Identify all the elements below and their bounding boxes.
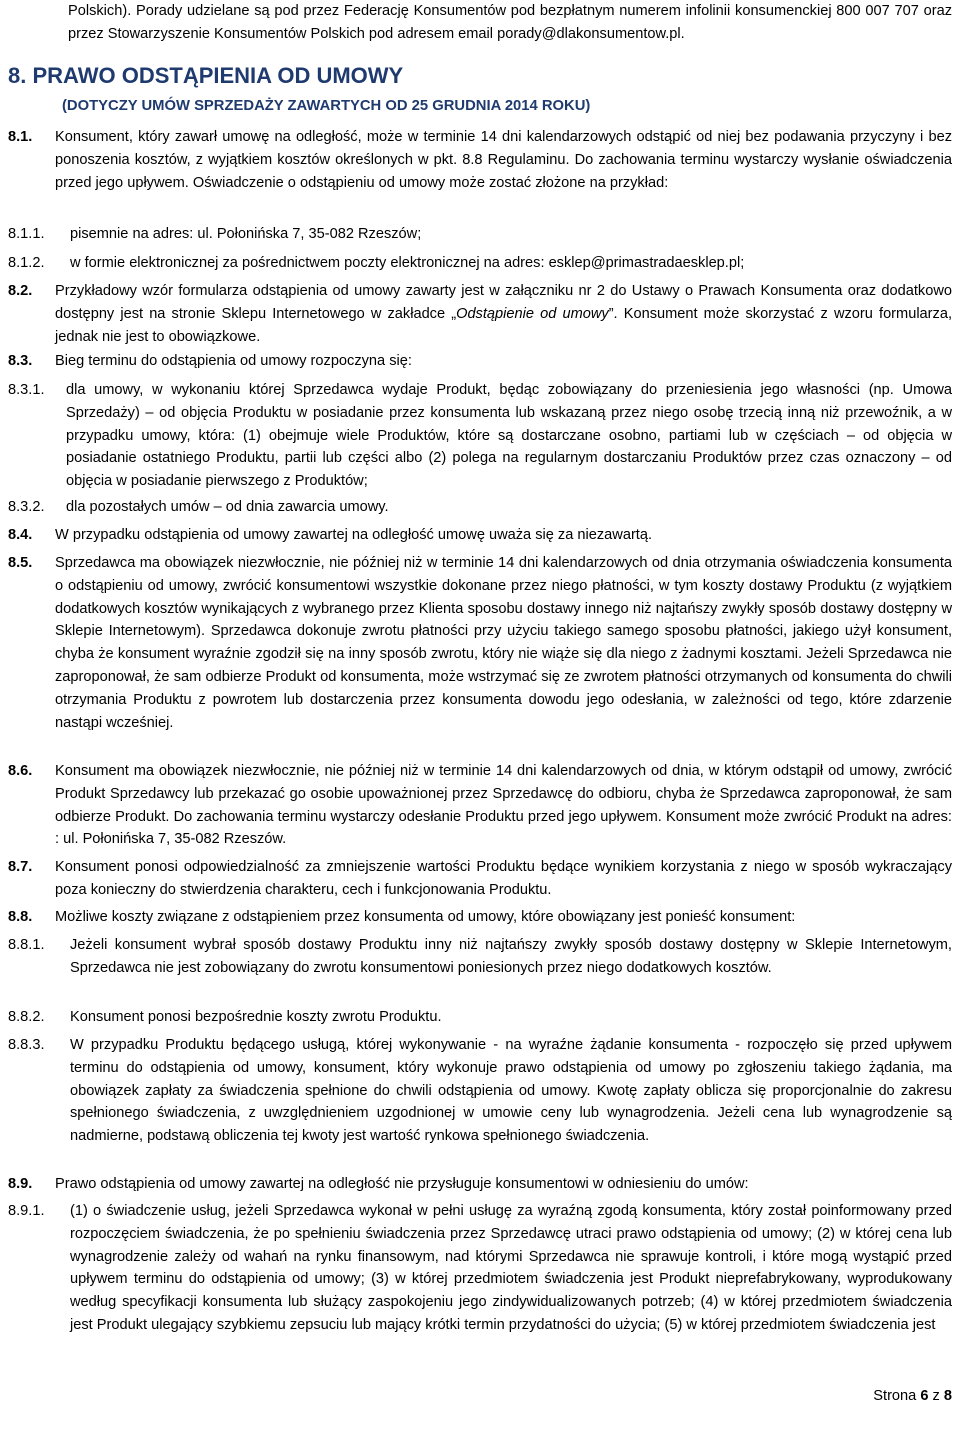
paragraph-8-5 — [8, 552, 952, 734]
paragraph-text: Możliwe koszty związane z odstąpieniem przez konsumenta od umowy, które obowiązany jest ponieść konsument: — [55, 909, 796, 925]
paragraph-8-9-1 — [8, 1200, 952, 1337]
paragraph-8-6 — [8, 760, 952, 851]
paragraph-number: 8.3.2. — [8, 499, 45, 515]
paragraph-8-1 — [8, 126, 952, 194]
paragraph-text: w formie elektronicznej za pośrednictwem poczty elektronicznej na adres: esklep@primastradaesklep.pl; — [70, 255, 745, 271]
paragraph-text: Sprzedawca ma obowiązek niezwłocznie, nie później niż w terminie 14 dni kalendarzowych od dnia otrzymania oświadczenia konsumenta o odstąpieniu od umowy, zwrócić konsumentowi wszystkie dokonane przez niego płatności, w tym koszty dostawy Produktu (z wyjątkiem dodatkowych kosztów wynikających z wybranego przez Klienta sposobu dostawy innego niż najtańszy zwykły sposób dostawy dostępny w Sklepie Internetowym). Sprzedawca dokonuje zwrotu płatności przy użyciu takiego samego sposobu płatności, jakiego użył konsument, chyba że konsument wyraźnie zgodził się na inny sposób zwrotu, który nie wiąże się dla niego z żadnymi kosztami. Jeżeli Sprzedawca nie zaproponował, że sam odbierze Produkt od konsumenta, może wstrzymać się ze zwrotem płatności otrzymanych od konsumenta do chwili otrzymania Produktu z powrotem lub dostarczenia przez konsumenta dowodu jego odesłania, w zależności od tego, które zdarzenie nastąpi wcześniej. — [55, 555, 952, 731]
page-footer — [873, 1385, 952, 1408]
paragraph-text: Konsument, który zawarł umowę na odległość, może w terminie 14 dni kalendarzowych odstąpić od niej bez podawania przyczyny i bez ponoszenia kosztów, z wyjątkiem kosztów określonych w pkt. 8.8 Regulaminu. Do zachowania terminu wystarczy wysłanie oświadczenia przed jego upływem. Oświadczenie o odstąpieniu od umowy może zostać złożone na przykład: — [55, 129, 952, 191]
section-title: PRAWO ODSTĄPIENIA OD UMOWY — [32, 63, 404, 88]
paragraph-8-3 — [8, 350, 952, 373]
paragraph-number: 8.3. — [8, 353, 33, 369]
paragraph-text: Konsument ma obowiązek niezwłocznie, nie później niż w terminie 14 dni kalendarzowych od dnia, w którym odstąpił od umowy, zwrócić Produkt Sprzedawcy lub przekazać go osobie upoważnionej przez Sprzedawcę do odbioru, chyba że Sprzedawca zaproponował, że sam odbierze Produkt. Do zachowania terminu wystarczy odesłanie Produktu przed jego upływem. Konsument może zwrócić Produkt na adres: : ul. Połonińska 7, 35-082 Rzeszów. — [55, 763, 952, 848]
paragraph-text: Prawo odstąpienia od umowy zawartej na odległość nie przysługuje konsumentowi w odniesieniu do umów: — [55, 1176, 749, 1192]
paragraph-number: 8.1. — [8, 129, 33, 145]
paragraph-number: 8.6. — [8, 763, 33, 779]
paragraph-text: Jeżeli konsument wybrał sposób dostawy Produktu inny niż najtańszy zwykły sposób dostawy dostępny w Sklepie Internetowym, Sprzedawca nie jest zobowiązany do zwrotu konsumentowi poniesionych przez niego dodatkowych kosztów. — [70, 937, 952, 976]
footer-middle: z — [928, 1388, 944, 1404]
paragraph-number: 8.8.2. — [8, 1009, 45, 1025]
paragraph-8-9 — [8, 1173, 952, 1196]
paragraph-number: 8.8.3. — [8, 1037, 45, 1053]
paragraph-text: Konsument ponosi bezpośrednie koszty zwrotu Produktu. — [70, 1009, 442, 1025]
paragraph-8-7 — [8, 856, 952, 902]
paragraph-text: W przypadku Produktu będącego usługą, której wykonywanie - na wyraźne żądanie konsumenta - rozpoczęło się przed upływem terminu do odstąpienia od umowy, konsument, który wykonuje prawo odstąpienia od umowy po zgłoszeniu takiego żądania, ma obowiązek zapłaty za świadczenia spełnione do chwili odstąpienia od umowy. Kwotę zapłaty oblicza się proporcjonalnie do zakresu spełnionego świadczenia, z uwzględnieniem uzgodnionej w umowie ceny lub wynagrodzenia. Jeżeli cena lub wynagrodzenie są nadmierne, podstawą obliczenia tej kwoty jest wartość rynkowa spełnionego świadczenia. — [70, 1037, 952, 1145]
paragraph-number: 8.4. — [8, 527, 33, 543]
paragraph-number: 8.8. — [8, 909, 33, 925]
paragraph-8-4 — [8, 524, 952, 547]
paragraph-8-3-1 — [8, 379, 952, 493]
paragraph-8-8-2 — [8, 1006, 952, 1029]
paragraph-text: (1) o świadczenie usług, jeżeli Sprzedawca wykonał w pełni usługę za wyraźną zgodą konsumenta, który został poinformowany przed rozpoczęciem świadczenia, że po spełnieniu świadczenia przez Sprzedawcę utraci prawo odstąpienia od umowy; (2) w której cena lub wynagrodzenie zależy od wahań na rynku finansowym, nad którymi Sprzedawca nie sprawuje kontroli, i które mogą wystąpić przed upływem terminu do odstąpienia od umowy; (3) w której przedmiotem świadczenia jest Produkt nieprefabrykowany, wyprodukowany według specyfikacji konsumenta lub służący zaspokojeniu jego zindywidualizowanych potrzeb; (4) w której przedmiotem świadczenia jest Produkt ulegający szybkiemu zepsuciu lub mający krótki termin przydatności do użycia; (5) w której przedmiotem świadczenia jest — [70, 1203, 952, 1333]
section-heading — [8, 62, 403, 90]
paragraph-8-1-1 — [8, 223, 952, 246]
paragraph-number: 8.9. — [8, 1176, 33, 1192]
section-subtitle: (DOTYCZY UMÓW SPRZEDAŻY ZAWARTYCH OD 25 GRUDNIA 2014 ROKU) — [62, 98, 591, 114]
paragraph-8-8-3 — [8, 1034, 952, 1148]
paragraph-8-2 — [8, 280, 952, 348]
paragraph-text-emphasis: Odstąpienie od umowy — [456, 305, 609, 322]
paragraph-number: 8.1.1. — [8, 226, 45, 242]
paragraph-text: dla umowy, w wykonaniu której Sprzedawca wydaje Produkt, będąc zobowiązany do przeniesienia jego własności (np. Umowa Sprzedaży) – od objęcia Produktu w posiadanie przez konsumenta lub wskazaną przez niego osobę trzecią inną niż przewoźnik, a w przypadku umowy, która: (1) obejmuje wiele Produktów, które są dostarczane osobno, partiami lub w częściach – od objęcia w posiadanie ostatniego Produktu, partii lub części albo (2) polega na regularnym dostarczaniu Produktów przez czas oznaczony – od objęcia w posiadanie pierwszego z Produktów; — [66, 382, 952, 490]
paragraph-8-1-2 — [8, 252, 952, 275]
paragraph-text: pisemnie na adres: ul. Połonińska 7, 35-082 Rzeszów; — [70, 226, 422, 242]
paragraph-text-part-b: ”. Konsument może skorzystać z wzoru formularza, jednak nie jest to obowiązkowe. — [55, 305, 952, 345]
footer-prefix: Strona — [873, 1388, 921, 1404]
paragraph-number: 8.5. — [8, 555, 33, 571]
paragraph-text-part-a: Przykładowy wzór formularza odstąpienia od umowy zawarty jest w załączniku nr 2 do Ustawy o Prawach Konsumenta oraz dodatkowo dostępny jest na stronie Sklepu Internetowego w zakładce „ — [55, 283, 952, 322]
footer-page-number: 6 — [920, 1388, 929, 1404]
paragraph-text: Bieg terminu do odstąpienia od umowy rozpoczyna się: — [55, 353, 412, 369]
footer-page-total: 8 — [943, 1388, 952, 1404]
paragraph-number: 8.7. — [8, 859, 33, 875]
paragraph-text: Konsument ponosi odpowiedzialność za zmniejszenie wartości Produktu będące wynikiem korzystania z niego w sposób wykraczający poza konieczny do stwierdzenia charakteru, cech i funkcjonowania Produktu. — [55, 859, 952, 898]
paragraph-text: dla pozostałych umów – od dnia zawarcia umowy. — [66, 499, 389, 515]
paragraph-number: 8.8.1. — [8, 937, 45, 953]
paragraph-text: W przypadku odstąpienia od umowy zawartej na odległość umowę uważa się za niezawartą. — [55, 527, 653, 543]
paragraph-number: 8.3.1. — [8, 382, 45, 398]
paragraph-number: 8.2. — [8, 283, 33, 299]
paragraph-8-3-2 — [8, 496, 952, 519]
paragraph-text — [55, 280, 952, 348]
section-number: 8. — [8, 63, 27, 88]
intro-text: Polskich). Porady udzielane są pod przez Federację Konsumentów pod bezpłatnym numerem infolinii konsumenckiej 800 007 707 oraz przez Stowarzyszenie Konsumentów Polskich pod adresem email porady@dlakonsumentow.pl. — [68, 3, 952, 42]
paragraph-number: 8.1.2. — [8, 255, 45, 271]
paragraph-8-8 — [8, 906, 952, 929]
paragraph-8-8-1 — [8, 934, 952, 980]
paragraph-number: 8.9.1. — [8, 1203, 45, 1219]
